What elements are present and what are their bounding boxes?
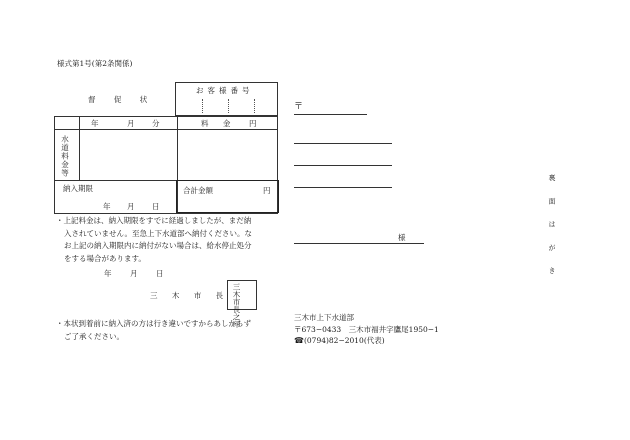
addressee-suffix: 様 [398,233,406,242]
notice-line: ・上記料金は、納入期限をすでに経過しましたが、まだ納 [56,216,252,225]
sender-block [294,314,439,345]
due-label: 納入期限 [63,184,93,193]
footer-line: ・本状到着前に納入済の方は行き違いですからあしからず [56,319,251,328]
column-divider [79,117,80,180]
issue-year: 年 [104,269,112,278]
total-amount-box [176,180,279,213]
sender-phone: (0794)82−2010(代表) [303,336,385,345]
address-line [294,165,392,166]
form-label: 様式第1号(第2条関係) [57,59,133,68]
notice-line: をする場合があります。 [64,253,146,263]
document-title: 督 促 状 [88,95,156,104]
due-day: 日 [152,202,160,211]
digit-divider [228,99,229,113]
period-header: 分 [152,119,160,128]
address-line [294,143,392,144]
seal-text: 三木市長之印 [232,283,241,328]
notice-line: お上記の納入期限内に納付がない場合は、給水停止処分 [64,241,252,250]
due-year: 年 [103,202,111,211]
sender-address: 〒673−0433 三木市福井字鷹尾1950−1 [294,324,439,334]
address-line [294,187,392,188]
row-label: 水道料金等 [60,135,70,178]
footer-note [56,320,251,340]
sender-phone-row [294,337,439,345]
side-note: 裏 面 は が き [548,174,556,281]
total-label: 合計金額 [183,186,213,195]
sender-name: 三木市上下水道部 [294,313,354,322]
issue-month: 月 [130,269,138,278]
yen-header: 円 [249,119,257,128]
customer-number-box [175,82,278,116]
header-divider [55,129,277,130]
total-yen: 円 [263,186,271,195]
postal-code-line [294,114,367,115]
phone-icon: ☎ [294,336,304,345]
fee-header: 料 金 [201,119,237,128]
issue-day: 日 [156,269,164,278]
digit-divider [202,99,203,113]
footer-line: ご了承ください。 [64,331,124,341]
month-header: 月 [127,119,135,128]
mayor-label: 三 木 市 長 [150,291,230,300]
digit-divider [254,99,255,113]
year-header: 年 [91,119,99,128]
notice-text [56,217,252,262]
official-seal [227,280,257,328]
due-month: 月 [127,202,135,211]
postal-mark: 〒 [294,102,304,112]
customer-number-label: お客様番号 [196,86,254,95]
addressee-line [294,243,424,244]
notice-line: 入されていません。至急上下水道部へ納付ください。な [64,228,252,238]
